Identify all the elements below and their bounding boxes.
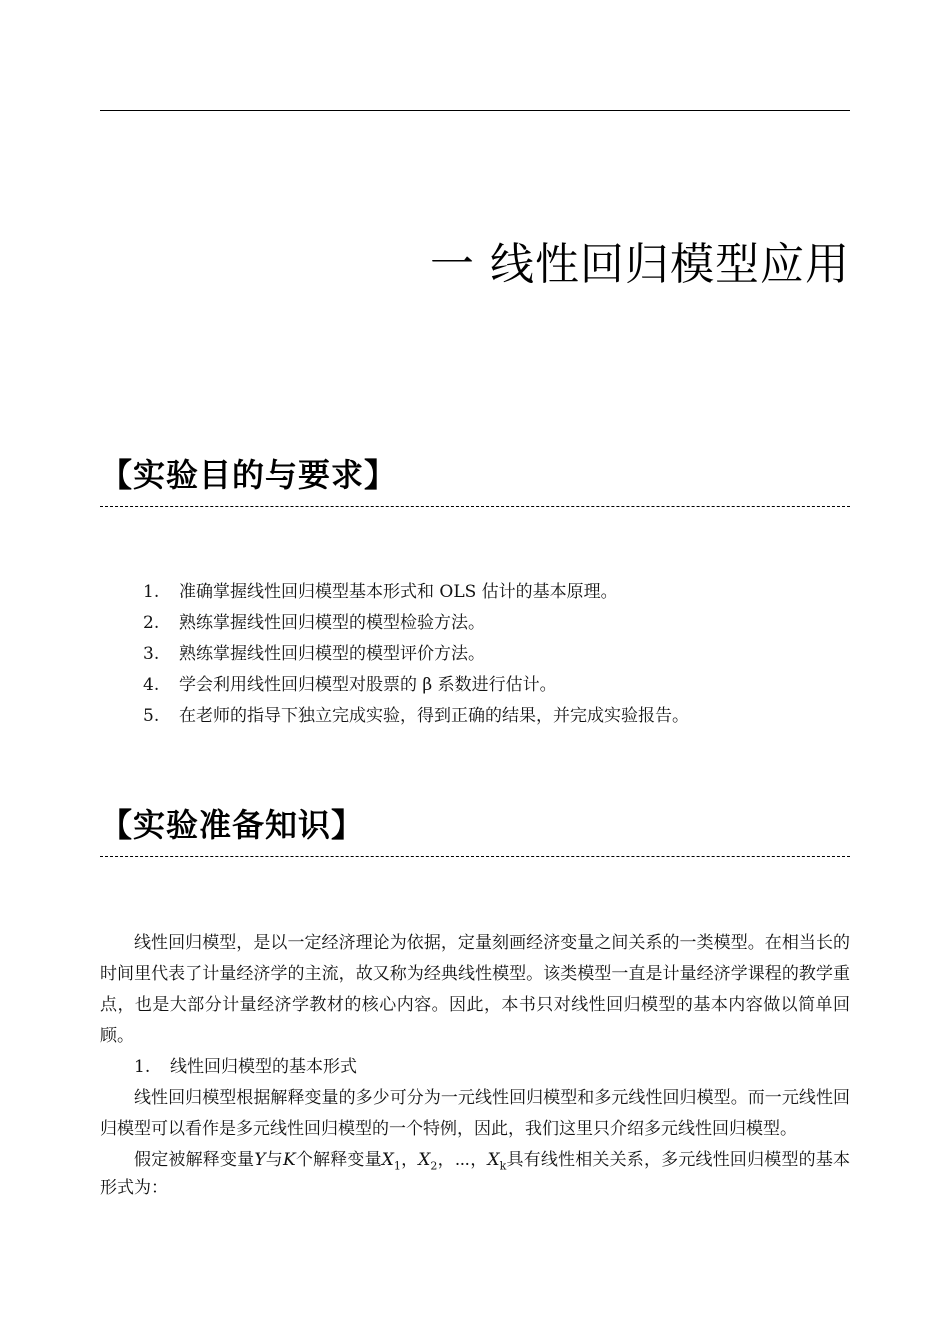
list-item: 5. 在老师的指导下独立完成实验，得到正确的结果，并完成实验报告。: [143, 706, 689, 726]
section-knowledge-header: [100, 800, 850, 857]
header-rule: [100, 110, 850, 111]
section-objectives-rule: [100, 506, 850, 507]
objectives-list: [143, 577, 850, 732]
body-text: [100, 928, 850, 1199]
section-knowledge-title: 【实验准备知识】: [100, 806, 365, 844]
chapter-title: 一 线性回归模型应用: [430, 239, 850, 290]
section-objectives-header: [100, 450, 850, 507]
list-item: 1. 准确掌握线性回归模型基本形式和 OLS 估计的基本原理。: [143, 582, 618, 602]
list-item: 2. 熟练掌握线性回归模型的模型检验方法。: [143, 613, 485, 633]
paragraph-model-types: 线性回归模型根据解释变量的多少可分为一元线性回归模型和多元线性回归模型。而一元线性回归模型可以看作是多元线性回归模型的一个特例，因此，我们这里只介绍多元线性回归模型。: [100, 1088, 850, 1139]
section-knowledge-rule: [100, 856, 850, 857]
paragraph-intro: 线性回归模型，是以一定经济理论为依据，定量刻画经济变量之间关系的一类模型。在相当长的时间里代表了计量经济学的主流，故又称为经典线性模型。该类模型一直是计量经济学课程的教学重点，也是大部分计量经济学教材的核心内容。因此，本书只对线性回归模型的基本内容做以简单回顾。: [100, 933, 850, 1046]
list-item: 3. 熟练掌握线性回归模型的模型评价方法。: [143, 644, 485, 664]
paragraph-assumption: 假定被解释变量Y与K个解释变量$X_1$，$X_2$，⋯，$X_k$具有线性相关关系，多元线性回归模型的基本形式为：: [100, 1150, 851, 1199]
list-item: 4. 学会利用线性回归模型对股票的 β 系数进行估计。: [143, 675, 557, 695]
section-objectives-title: 【实验目的与要求】: [100, 456, 398, 494]
subheading-basic-form: 1. 线性回归模型的基本形式: [134, 1057, 357, 1077]
